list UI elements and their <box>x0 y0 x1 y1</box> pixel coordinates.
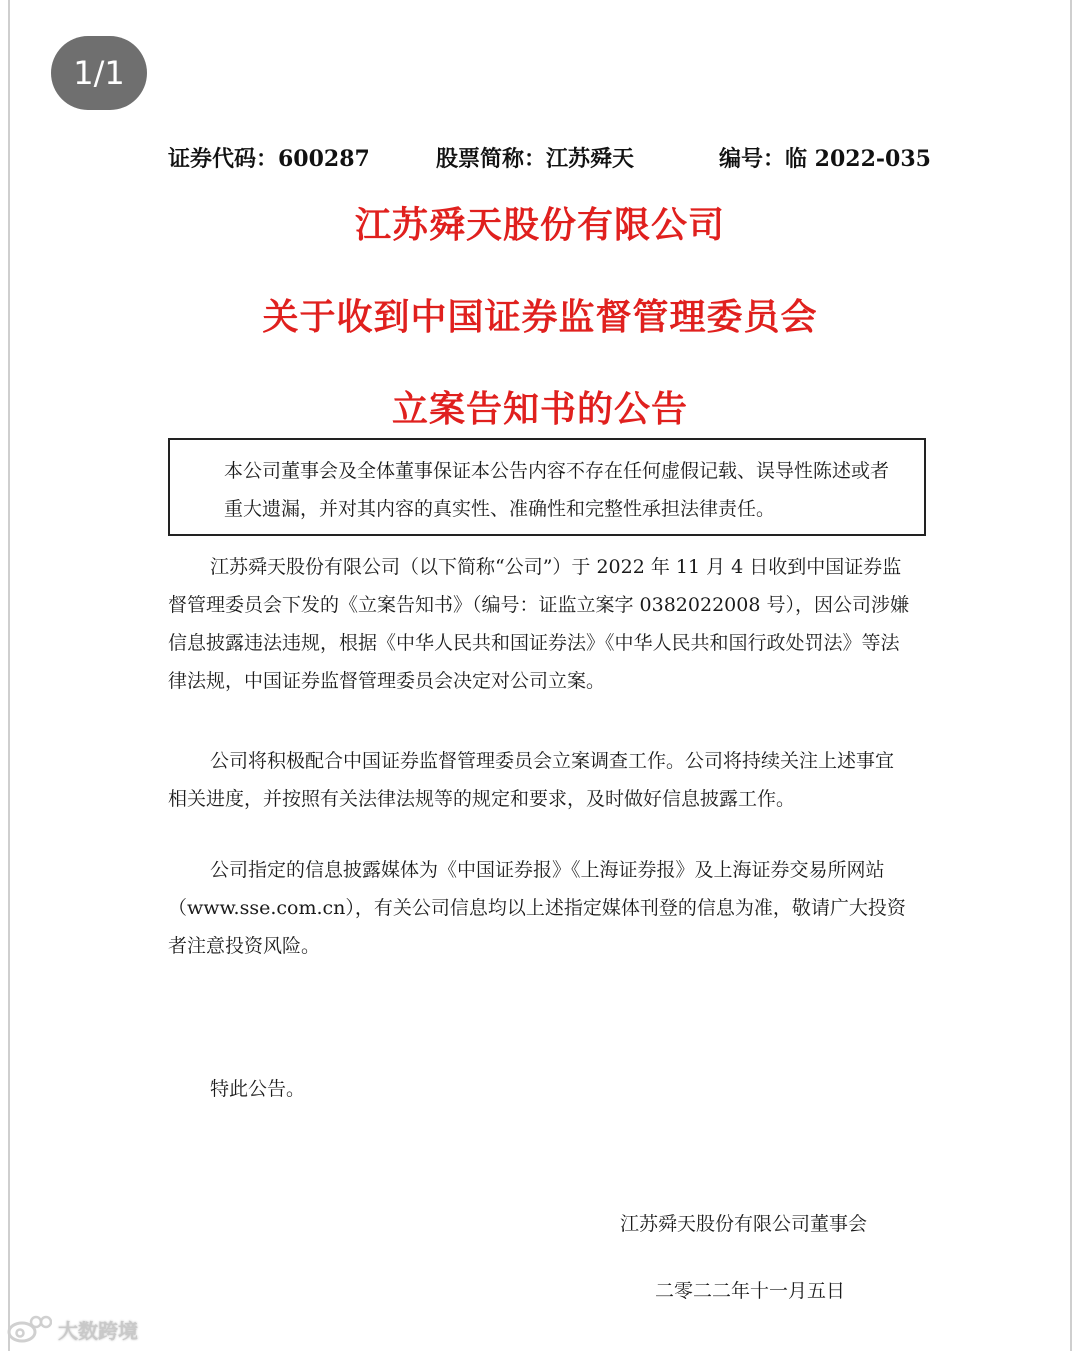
title-document: 立案告知书的公告 <box>391 389 688 430</box>
body-paragraph-cooperation: 公司将积极配合中国证券监督管理委员会立案调查工作。公司将持续关注上述事宜相关进度，并按照有关法律法规等的规定和要求，及时做好信息披露工作。 <box>168 750 895 810</box>
announcement-header <box>168 142 931 176</box>
disclaimer-box: 本公司董事会及全体董事保证本公告内容不存在任何虚假记载、误导性陈述或者重大遗漏，并对其内容的真实性、准确性和完整性承担法律责任。 <box>168 438 926 536</box>
watermark <box>6 1312 138 1346</box>
body-paragraph-media: 公司指定的信息披露媒体为《中国证券报》《上海证券报》及上海证券交易所网站（www.sse.com.cn），有关公司信息均以上述指定媒体刊登的信息为准，敬请广大投资者注意投资风险。 <box>168 859 906 957</box>
signature-date: 二零二二年十一月五日 <box>655 1280 846 1302</box>
signature-issuer: 江苏舜天股份有限公司董事会 <box>620 1213 868 1235</box>
stock-short-name: 股票简称：江苏舜天 <box>436 146 635 172</box>
closing-statement: 特此公告。 <box>210 1078 306 1100</box>
notice-number: 编号：临 2022-035 <box>719 146 931 172</box>
page-counter-badge[interactable]: 1/1 <box>51 36 147 110</box>
title-subject: 关于收到中国证券监督管理委员会 <box>262 297 818 338</box>
stock-code: 证券代码：600287 <box>168 146 370 172</box>
watermark-text: 大数跨境 <box>58 1318 138 1343</box>
title-company: 江苏舜天股份有限公司 <box>354 205 725 246</box>
weibo-icon <box>6 1313 52 1345</box>
body-paragraph-case-notice: 江苏舜天股份有限公司（以下简称“公司”）于 2022 年 11 月 4 日收到中国证券监督管理委员会下发的《立案告知书》（编号：证监立案字 0382022008 号），因公司涉嫌信息披露违法违规，根据《中华人民共和国证券法》《中华人民共和国行政处罚法》等法律法规，中国证券监督管理委员会决定对公司立案。 <box>168 556 909 692</box>
